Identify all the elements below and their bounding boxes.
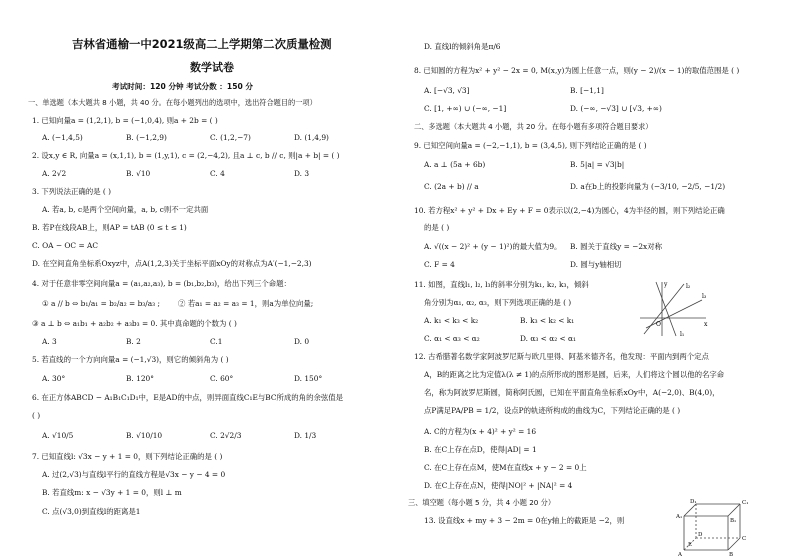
question-13: 13. 设直线x + my + 3 − 2m = 0在y轴上的截距是 −2，则 (424, 516, 625, 525)
q7-option-b: B. 若直线m: x − √3y + 1 = 0，则l ⊥ m (42, 488, 182, 497)
question-10-cont: 的是 ( ) (424, 223, 450, 232)
q5-option-b: B. 120° (126, 374, 154, 383)
question-1: 1. 已知向量a = (1,2,1), b = (−1,0,4), 则a + 2b = ( ) (32, 116, 218, 125)
q9-option-d: D. a在b上的投影向量为 (−3/10, −2/5, −1/2) (570, 182, 726, 191)
q8-option-d: D. (−∞, −√3] ∪ [√3, +∞) (570, 104, 662, 113)
question-4: 4. 对于任意非零空间向量a = (a₁,a₂,a₃), b = (b₁,b₂,b₃)，给出下列三个命题： (32, 279, 291, 288)
question-5: 5. 若直线的一个方向向量a = (−1,√3)，则它的倾斜角为 ( ) (32, 355, 229, 364)
q8-option-b: B. [−1,1] (570, 86, 604, 95)
q10-option-d: D. 圆与y轴相切 (570, 260, 622, 269)
q6-option-b: B. √10/10 (126, 431, 163, 440)
question-8: 8. 已知圆的方程为x² + y² − 2x = 0, M(x,y)为圆上任意一点，则(y − 2)/(x − 1)的取值范围是 ( ) (414, 66, 740, 75)
question-10: 10. 若方程x² + y² + Dx + Ey + F = 0表示以(2,−4)为圆心，4为半径的圆，则下列结论正确 (414, 206, 725, 215)
q6-option-a: A. √10/5 (42, 431, 74, 440)
q4-statement-3: ③ a ⊥ b ⇔ a₁b₁ + a₂b₂ + a₃b₃ = 0. 其中真命题的个数为 ( ) (32, 319, 237, 328)
q8-option-a: A. [−√3, √3] (424, 86, 470, 95)
q2-option-b: B. √10 (126, 169, 151, 178)
question-11-cont: 角分别为α₁, α₂, α₃，则下列选项正确的是 ( ) (424, 298, 572, 307)
question-3: 3. 下列说法正确的是 ( ) (32, 187, 111, 196)
question-11: 11. 如图，直线l₁, l₂, l₃的斜率分别为k₁, k₂, k₃，倾斜 (414, 280, 589, 289)
q4-option-b: B. 2 (126, 337, 141, 346)
label-a1: A₁ (676, 514, 683, 520)
label-l1: l₂ (686, 283, 691, 290)
cube-edge (728, 504, 740, 516)
cube-edge (728, 538, 740, 550)
label-a: A (678, 552, 682, 558)
section-heading-fill: 三、填空题（每小题 5 分，共 4 小题 20 分） (408, 498, 556, 507)
q1-option-c: C. (1,2,−7) (210, 133, 251, 142)
q6-option-d: D. 1/3 (294, 431, 317, 440)
q10-option-a: A. √((x − 2)² + (y − 1)²)的最大值为9。 (424, 242, 562, 251)
q3-option-c: C. OA − OC = AC (32, 241, 98, 250)
label-x: x (704, 321, 708, 328)
q7-option-a: A. 过(2,√3)与直线l平行的直线方程是√3x − y − 4 = 0 (42, 470, 226, 479)
cube-figure (674, 496, 752, 558)
q1-option-d: D. (1,4,9) (294, 133, 329, 142)
q3-option-d: D. 在空间直角坐标系Oxyz中，点A(1,2,3)关于坐标平面xOy的对称点为A′(−1,−2,3) (32, 259, 312, 268)
q11-option-c: C. α₁ < α₃ < α₂ (424, 334, 480, 343)
exam-meta: 考试时间：120 分钟 考试分数 ：150 分 (112, 82, 253, 91)
q7-option-d: D. 直线l的倾斜角是π/6 (424, 42, 501, 51)
label-origin: O (656, 321, 661, 328)
q10-option-c: C. F = 4 (424, 260, 455, 269)
q3-option-b: B. 若P在线段AB上，则AP = tAB (0 ≤ t ≤ 1) (32, 223, 187, 232)
q7-option-c: C. 点(√3,0)到直线l的距离是1 (42, 507, 141, 516)
q4-statement-1: ① a // b ⇔ b₁/a₁ = b₂/a₂ = b₃/a₃ ; (42, 299, 160, 308)
q6-option-c: C. 2√2/3 (210, 431, 242, 440)
section-heading-multi: 二、多选题（本大题共 4 小题，共 20 分。在每小题有多项符合题目要求） (414, 122, 653, 131)
label-l2: l₁ (680, 331, 685, 338)
right-column (410, 0, 780, 560)
label-b: B (729, 552, 734, 558)
q1-option-a: A. (−1,4,5) (42, 133, 83, 142)
q4-option-a: A. 3 (42, 337, 57, 346)
q2-option-c: C. 4 (210, 169, 225, 178)
q9-option-b: B. 5|a| = √3|b| (570, 160, 625, 169)
question-12-line4: 点P满足PA/PB = 1/2，设点P的轨迹所构成的曲线为C，下列结论正确的是 ( ) (424, 406, 681, 415)
q4-option-c: C.1 (210, 337, 223, 346)
q2-option-d: D. 3 (294, 169, 310, 178)
q9-option-a: A. a ⊥ (5a + 6b) (424, 160, 486, 169)
q1-option-b: B. (−1,2,9) (126, 133, 167, 142)
q12-option-c: C. 在C上存在点M，使M在直线x + y − 2 = 0上 (424, 463, 587, 472)
q9-option-c: C. (2a + b) // a (424, 182, 479, 191)
q12-option-a: A. C的方程为(x + 4)² + y² = 16 (424, 427, 537, 436)
question-12-line2: A，B的距离之比为定值λ(λ ≠ 1)的点所形成的图形是圆，后来，人们将这个圆以他的名字命 (424, 370, 725, 379)
q5-option-d: D. 150° (294, 374, 323, 383)
q4-statement-2: ② 若a₁ = a₂ = a₃ = 1，则a为单位向量; (178, 299, 314, 308)
cube-edge (684, 504, 696, 516)
q11-option-a: A. k₁ < k₃ < k₂ (424, 316, 479, 325)
line-l1 (644, 284, 684, 334)
label-l3: l₃ (702, 293, 707, 300)
left-column (28, 0, 398, 560)
label-d: D (698, 532, 703, 538)
question-7: 7. 已知直线l: √3x − y + 1 = 0，则下列结论正确的是 ( ) (32, 452, 223, 461)
lines-figure (632, 278, 710, 340)
q4-option-d: D. 0 (294, 337, 310, 346)
q11-option-d: D. α₃ < α₂ < α₁ (520, 334, 577, 343)
question-6-bracket: ( ) (32, 411, 41, 420)
q11-option-b: B. k₃ < k₂ < k₁ (520, 316, 575, 325)
q5-option-a: A. 30° (42, 374, 66, 383)
question-12-line3: 名，称为阿波罗尼斯圆，简称阿氏圆，已知在平面直角坐标系xOy中，A(−2,0)、B(4,0)， (424, 388, 720, 397)
section-heading-single: 一、单选题（本大题共 8 小题，共 40 分。在每小题列出的选项中，选出符合题目的一项） (28, 98, 317, 107)
exam-subtitle: 数学试卷 (190, 61, 234, 74)
q8-option-c: C. [1, +∞) ∪ (−∞, −1] (424, 104, 507, 113)
label-d1: D₁ (690, 499, 697, 505)
q2-option-a: A. 2√2 (42, 169, 67, 178)
line-l3 (646, 300, 702, 328)
q12-option-d: D. 在C上存在点N，使得|NO|² + |NA|² = 4 (424, 481, 573, 490)
label-b1: B₁ (730, 518, 737, 524)
label-e: E (688, 542, 693, 548)
q5-option-c: C. 60° (210, 374, 234, 383)
question-12: 12. 古希腊著名数学家阿波罗尼斯与欧几里得、阿基米德齐名，他发现：平面内到两个定点 (414, 352, 709, 361)
label-y: y (664, 281, 668, 288)
label-c: C (742, 536, 747, 542)
q3-option-a: A. 若a, b, c是两个空间向量，a, b, c则不一定共面 (42, 205, 209, 214)
exam-title: 吉林省通榆一中2021级高二上学期第二次质量检测 (72, 37, 332, 51)
label-c1: C₁ (742, 500, 749, 506)
question-9: 9. 已知空间向量a = (−2,−1,1), b = (3,4,5), 则下列结论正确的是 ( ) (414, 141, 647, 150)
q12-option-b: B. 在C上存在点D，使得|AD| = 1 (424, 445, 537, 454)
question-2: 2. 设x,y ∈ R, 向量a = (x,1,1), b = (1,y,1), c = (2,−4,2), 且a ⊥ c, b // c, 则|a + b| = ( ) (32, 151, 340, 160)
q10-option-b: B. 圆关于直线y = −2x对称 (570, 242, 662, 251)
question-6: 6. 在正方体ABCD − A₁B₁C₁D₁中，E是AD的中点，则异面直线C₁E与BC所成的角的余弦值是 (32, 393, 344, 402)
